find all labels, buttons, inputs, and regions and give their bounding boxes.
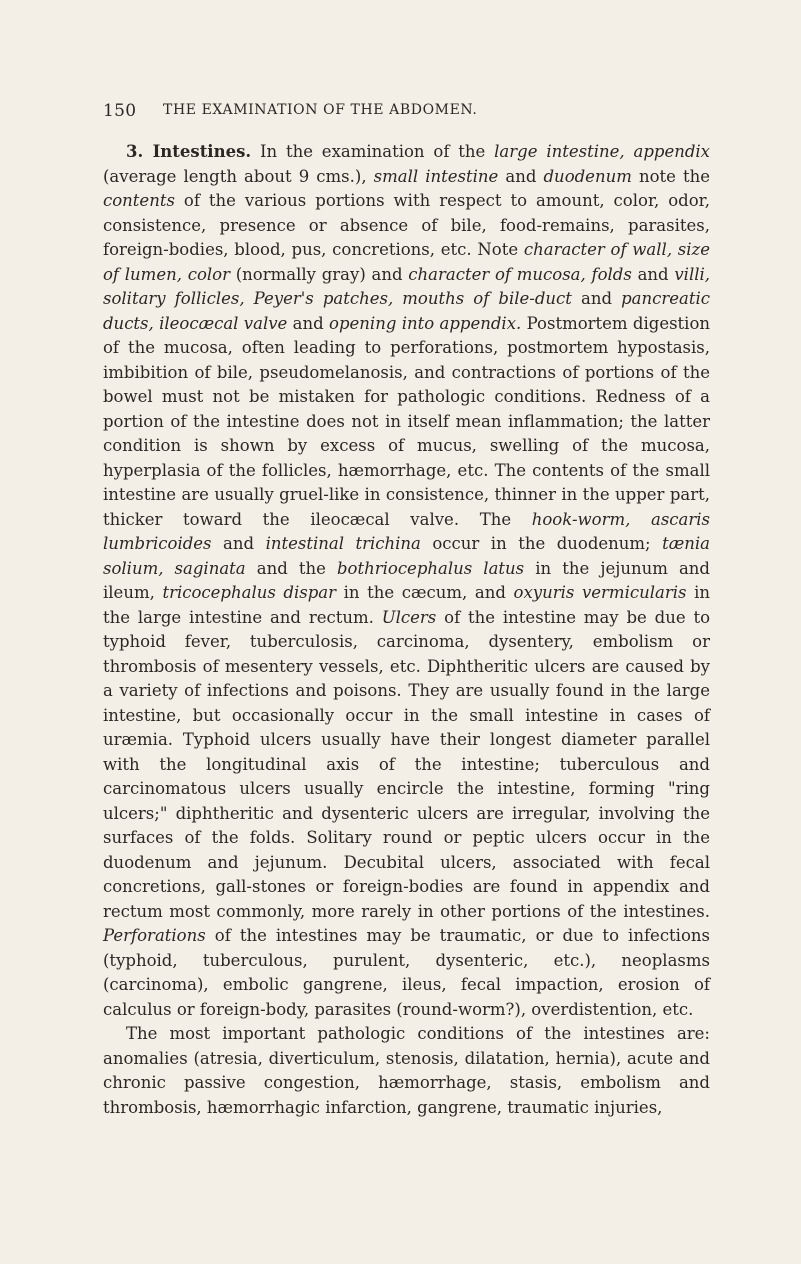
text-segment: (normally gray) and: [235, 264, 403, 284]
italic-term: character of wall, size of lumen, color: [103, 240, 710, 284]
text-segment: and: [292, 313, 324, 333]
section-heading: 3. Intestines.: [126, 142, 252, 161]
running-head: [103, 101, 713, 125]
text-segment: in the jejunum and ileum,: [103, 558, 710, 602]
text-segment: in the cæcum, and: [343, 583, 506, 602]
italic-term: hook-worm, ascaris lumbricoides: [103, 509, 711, 553]
text-segment: occur in the duodenum;: [432, 534, 651, 553]
chapter-title: THE EXAMINATION OF THE ABDOMEN.: [163, 102, 478, 118]
text-segment: (average length about 9 cms.),: [103, 166, 367, 186]
text-segment: of the intestines may be traumatic, or due to infections (typhoid, tuberculous, purulent, dysenteric, etc.), neoplasms (carcinoma), embolic gangrene, ileus, fecal impaction, erosion of calculus or foreign-body, parasites (round-worm?), overdistention, etc.: [103, 926, 710, 1019]
italic-term: pancreatic ducts, ileocæcal valve: [103, 289, 710, 333]
paragraph-pathologic-conditions: The most important pathologic conditions of the intestines are: anomalies (atresia, diverticulum, stenosis, dilatation, hernia), acute and chronic passive congestion, hæmorrhage, stasis, embolism and thrombosis, hæmorrhagic infarction, gangrene, traumatic injuries,: [103, 1024, 710, 1117]
italic-term: character of mucosa, folds: [408, 264, 632, 284]
italic-term: contents: [103, 191, 175, 210]
italic-term: duodenum: [543, 166, 632, 186]
text-segment: and: [505, 166, 537, 186]
text-segment: and the: [256, 558, 326, 578]
text-segment: and: [223, 534, 255, 553]
text-segment: and: [637, 264, 669, 284]
text-segment: Postmortem digestion of the mucosa, often leading to perforations, postmortem hypostasis, imbibition of bile, pseudomelanosis, and contractions of portions of the bowel must not be mistaken for pathologic conditions. Redness of a portion of the intestine does not in itself mean inflammation; the latter condition is shown by excess of mucus, swelling of the mucosa, hyperplasia of the follicles, hæmorrhage, etc. The contents of the small intestine are usually gruel-like in consistence, thinner in the upper part, thicker toward the ileocæcal valve. The: [103, 313, 711, 529]
text-segment: note the: [638, 166, 710, 186]
text-segment: of the intestine may be due to typhoid fever, tuberculosis, carcinoma, dysentery, embolism or thrombosis of mesentery vessels, etc. Diphtheritic ulcers are caused by a variety of infections and poisons. They are usually found in the large intestine, but occasionally occur in the small intestine in cases of uræmia. Typhoid ulcers usually have their longest diameter parallel with the longitudinal axis of the intestine; tuberculous and carcinomatous ulcers usually encircle the intestine, forming "ring ulcers;" diphtheritic and dysenteric ulcers are irregular, involving the surfaces of the folds. Solitary round or peptic ulcers occur in the duodenum and jejunum. Decubital ulcers, associated with fecal concretions, gall-stones or foreign-bodies are found in appendix and rectum most commonly, more rarely in other portions of the intestines.: [103, 607, 711, 921]
paragraph-intestines: [103, 140, 710, 1022]
italic-term: opening into appendix.: [329, 313, 522, 333]
italic-term: villi, solitary follicles, Peyer's patches, mouths of bile-duct: [103, 264, 711, 308]
text-segment: and: [580, 289, 613, 308]
italic-term: bothriocephalus latus: [336, 558, 525, 578]
text-segment: In the examination of the: [259, 142, 486, 161]
page-number: 150: [103, 101, 137, 121]
main-text: [103, 140, 710, 1120]
italic-term: large intestine, appendix: [494, 142, 710, 161]
italic-term: tricocephalus dispar: [162, 583, 337, 602]
italic-term: Perforations: [103, 926, 206, 945]
italic-term: Ulcers: [381, 607, 437, 627]
italic-term: oxyuris vermicularis: [513, 583, 687, 602]
italic-term: tænia solium, saginata: [103, 534, 711, 578]
text-segment: in the large intestine and rectum.: [103, 583, 710, 627]
italic-term: intestinal trichina: [265, 534, 421, 553]
text-segment: of the various portions with respect to amount, color, odor, consistence, presence or absence of bile, food-remains, parasites, foreign-bodies, blood, pus, concretions, etc. Note: [103, 191, 710, 259]
italic-term: small intestine: [373, 166, 499, 186]
